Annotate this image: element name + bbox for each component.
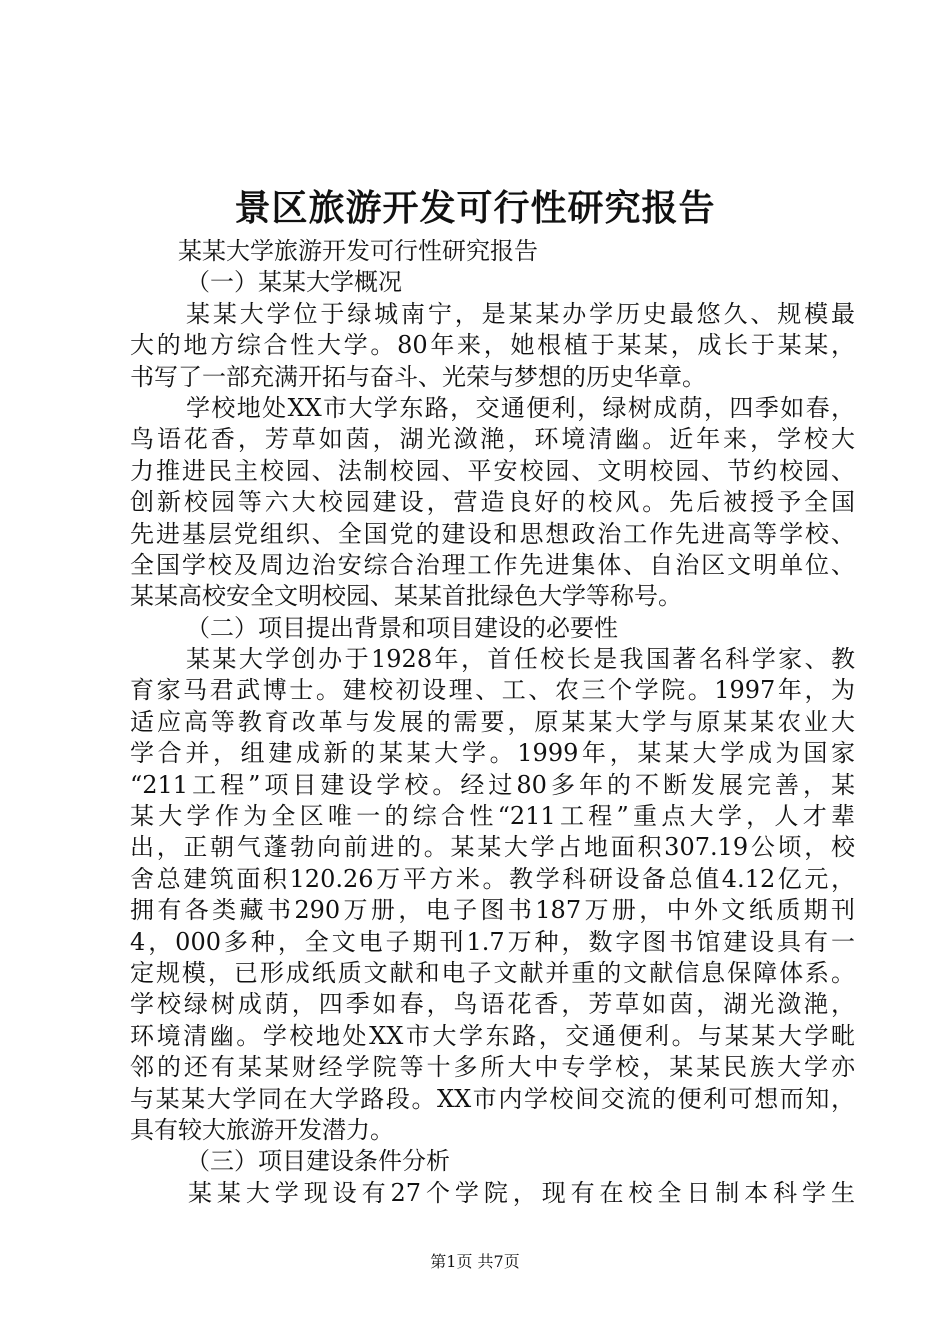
page-footer: 第1页 共7页 <box>430 1252 520 1271</box>
paragraph-line: 拥有各类藏书290万册，电子图书187万册，中外文纸质期刊 <box>130 896 855 925</box>
document-body <box>130 236 855 1209</box>
paragraph-line: 定规模，已形成纸质文献和电子文献并重的文献信息保障体系。 <box>130 958 855 987</box>
paragraph-line: 4，000多种，全文电子期刊1.7万种，数字图书馆建设具有一 <box>130 927 855 956</box>
paragraph-line: 适应高等教育改革与发展的需要，原某某大学与原某某农业大 <box>130 707 855 736</box>
section-heading-1: （一）某某大学概况 <box>186 268 402 297</box>
paragraph-line: 大的地方综合性大学。80年来，她根植于某某，成长于某某， <box>130 331 855 360</box>
paragraph-line: 书写了一部充满开拓与奋斗、光荣与梦想的历史华章。 <box>130 362 706 391</box>
paragraph-line: 具有较大旅游开发潜力。 <box>130 1115 394 1144</box>
paragraph-line: “211工程”项目建设学校。经过80多年的不断发展完善，某 <box>130 770 855 799</box>
section-heading-2: （二）项目提出背景和项目建设的必要性 <box>186 613 618 642</box>
paragraph-line: 创新校园等六大校园建设，营造良好的校风。先后被授予全国 <box>130 488 855 517</box>
section-heading-3: （三）项目建设条件分析 <box>186 1147 450 1176</box>
paragraph-line: 学校地处XX市大学东路，交通便利，绿树成荫，四季如春， <box>186 393 855 422</box>
paragraph-line: 先进基层党组织、全国党的建设和思想政治工作先进高等学校、 <box>130 519 855 548</box>
paragraph-line: 学合并，组建成新的某某大学。1999年，某某大学成为国家 <box>130 739 855 768</box>
paragraph-line: 鸟语花香，芳草如茵，湖光潋滟，环境清幽。近年来，学校大 <box>130 425 855 454</box>
paragraph-line: 某某大学创办于1928年，首任校长是我国著名科学家、教 <box>186 645 855 674</box>
paragraph-line: 某大学作为全区唯一的综合性“211工程”重点大学，人才辈 <box>130 802 855 831</box>
paragraph-line: 育家马君武博士。建校初设理、工、农三个学院。1997年，为 <box>130 676 855 705</box>
document-title: 景区旅游开发可行性研究报告 <box>234 187 716 229</box>
paragraph-line: 学校绿树成荫，四季如春，鸟语花香，芳草如茵，湖光潋滟， <box>130 990 855 1019</box>
paragraph-line: 邻的还有某某财经学院等十多所大中专学校，某某民族大学亦 <box>130 1053 855 1082</box>
paragraph-line: 某某高校安全文明校园、某某首批绿色大学等称号。 <box>130 582 682 611</box>
paragraph-line: 环境清幽。学校地处XX市大学东路，交通便利。与某某大学毗 <box>130 1021 855 1050</box>
paragraph-line: 舍总建筑面积120.26万平方米。教学科研设备总值4.12亿元， <box>130 864 855 893</box>
paragraph-line: 某某大学位于绿城南宁，是某某办学历史最悠久、规模最 <box>186 299 855 328</box>
paragraph-line: 与某某大学同在大学路段。XX市内学校间交流的便利可想而知， <box>130 1084 855 1113</box>
paragraph-line: 某某大学现设有27个学院，现有在校全日制本科学生 <box>188 1178 855 1207</box>
paragraph-line: 全国学校及周边治安综合治理工作先进集体、自治区文明单位、 <box>130 550 855 579</box>
paragraph-line: 出，正朝气蓬勃向前进的。某某大学占地面积307.19公顷，校 <box>130 833 855 862</box>
paragraph-line: 力推进民主校园、法制校园、平安校园、文明校园、节约校园、 <box>130 456 855 485</box>
document-subtitle: 某某大学旅游开发可行性研究报告 <box>178 237 538 265</box>
